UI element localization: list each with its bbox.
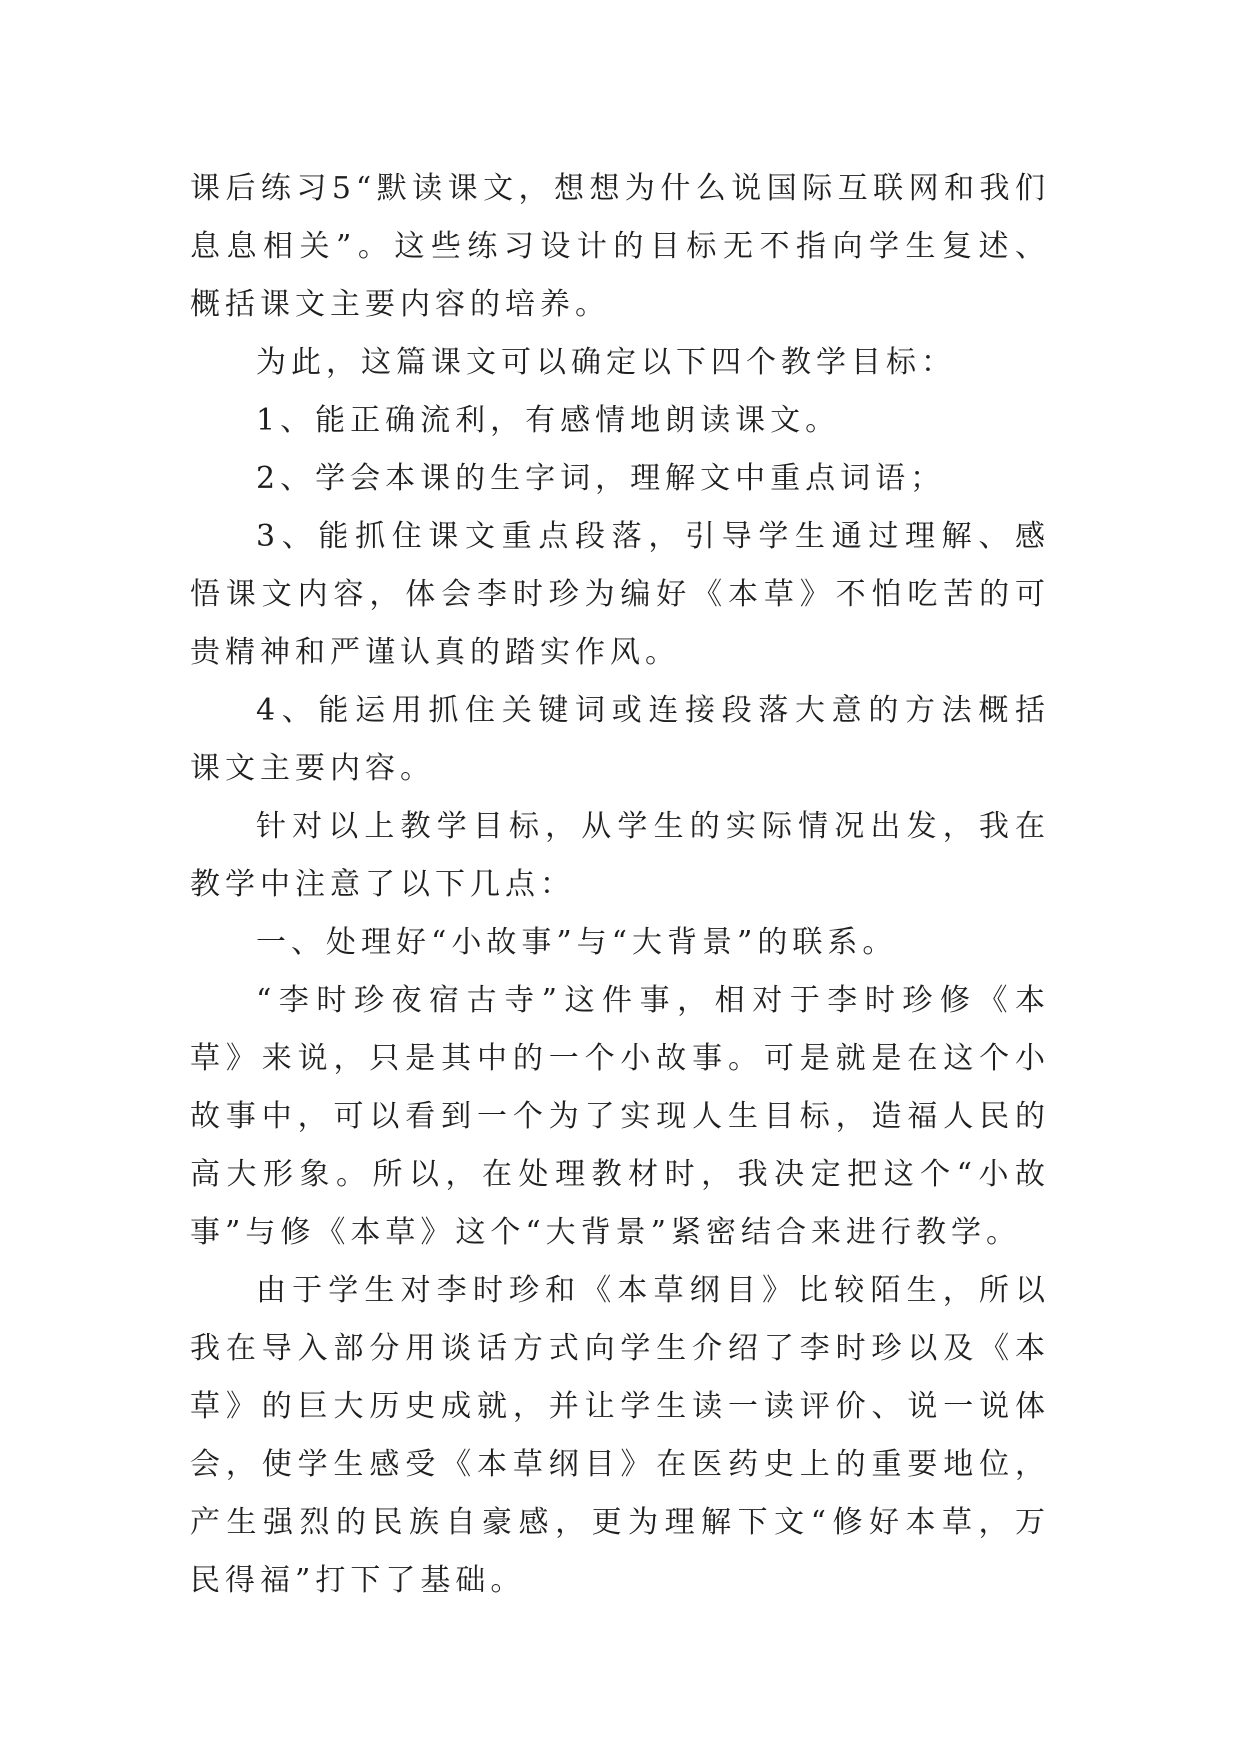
paragraph-goal-3: 3、能抓住课文重点段落，引导学生通过理解、感悟课文内容，体会李时珍为编好《本草》不怕吃苦的可贵精神和严谨认真的踏实作风。 bbox=[190, 519, 1050, 670]
paragraph-goals-intro: 为此，这篇课文可以确定以下四个教学目标： bbox=[256, 345, 956, 380]
paragraph-continued-exercise-text: 课后练习5“默读课文，想想为什么说国际互联网和我们息息相关”。这些练习设计的目标无不指向学生复述、概括课文主要内容的培养。 bbox=[190, 171, 1050, 322]
paragraph-goal-4: 4、能运用抓住关键词或连接段落大意的方法概括课文主要内容。 bbox=[190, 693, 1050, 786]
paragraph-section-heading-1: 一、处理好“小故事”与“大背景”的联系。 bbox=[256, 925, 898, 960]
document-body bbox=[190, 160, 1050, 1610]
paragraph-teaching-focus-intro: 针对以上教学目标，从学生的实际情况出发，我在教学中注意了以下几点： bbox=[190, 809, 1050, 902]
paragraph-introduction-method: 由于学生对李时珍和《本草纲目》比较陌生，所以我在导入部分用谈话方式向学生介绍了李时珍以及《本草》的巨大历史成就，并让学生读一读评价、说一说体会，使学生感受《本草纲目》在医药史上的重要地位，产生强烈的民族自豪感，更为理解下文“修好本草，万民得福”打下了基础。 bbox=[190, 1273, 1050, 1598]
paragraph-goal-2: 2、学会本课的生字词，理解文中重点词语； bbox=[256, 461, 946, 496]
paragraph-story-background: “李时珍夜宿古寺”这件事，相对于李时珍修《本草》来说，只是其中的一个小故事。可是就是在这个小故事中，可以看到一个为了实现人生目标，造福人民的高大形象。所以，在处理教材时，我决定把这个“小故事”与修《本草》这个“大背景”紧密结合来进行教学。 bbox=[190, 983, 1050, 1250]
paragraph-goal-1: 1、能正确流利，有感情地朗读课文。 bbox=[256, 403, 841, 438]
